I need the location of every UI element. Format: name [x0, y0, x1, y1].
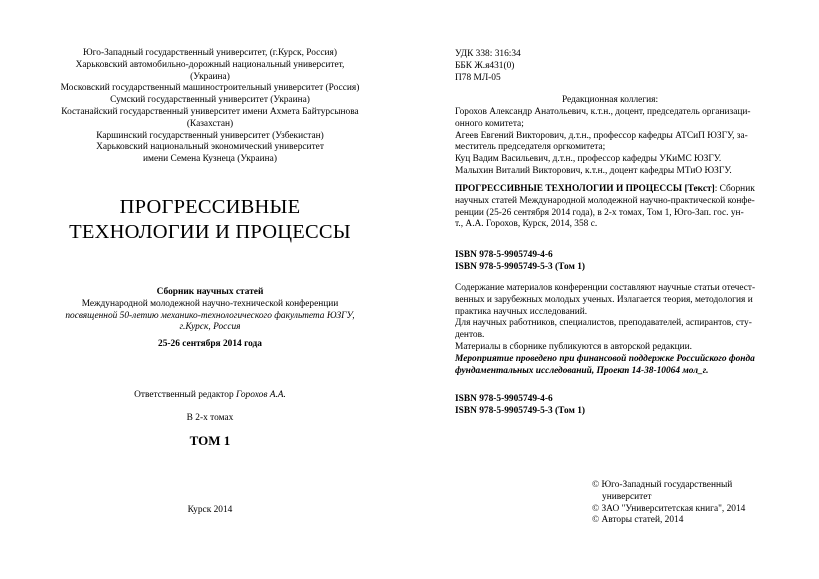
isbn-line: ISBN 978-5-9905749-4-6: [455, 394, 553, 404]
bbk-code: ББК Ж.я431(0): [455, 60, 515, 71]
editor-label: Ответственный редактор: [134, 390, 236, 400]
isbn-block-bottom: [455, 394, 585, 418]
affiliation-line: Костанайский государственный университет имени Ахмета Байтурсынова: [61, 106, 359, 117]
affiliation-line: имени Семена Кузнеца (Украина): [143, 154, 277, 165]
book-title-line: ПРОГРЕССИВНЫЕ: [119, 196, 301, 218]
right-page: [410, 0, 819, 579]
book-title: [40, 195, 380, 245]
copyright-line: университет: [602, 491, 652, 502]
tome-label: ТОМ 1: [189, 433, 231, 448]
abstract-line: венных и зарубежных молодых ученых. Излагается теория, методология и: [455, 294, 753, 305]
funding-note-line: Мероприятие проведено при финансовой поддержке Российского фонда: [455, 353, 755, 364]
reference-title: ПРОГРЕССИВНЫЕ ТЕХНОЛОГИИ И ПРОЦЕССЫ [Текст]: [455, 184, 715, 194]
abstract-line: дентов.: [455, 330, 485, 341]
board-line: Горохов Александр Анатольевич, к.т.н., доцент, председатель организаци-: [455, 107, 751, 117]
reference-line: т., А.А. Горохов, Курск, 2014, 358 с.: [455, 219, 598, 230]
reference-text: : Сборник: [714, 184, 755, 194]
affiliation-line: (Украина): [190, 71, 230, 82]
board-line: Малыхин Виталий Викторович, к.т.н., доцент кафедры МТиО ЮЗГУ.: [455, 165, 732, 176]
affiliation-line: Харьковский национальный экономический университет: [96, 142, 324, 153]
udk-code: УДК 338: 316:34: [455, 49, 521, 59]
isbn-line: ISBN 978-5-9905749-4-6: [455, 250, 553, 260]
board-line: онного комитета;: [455, 118, 524, 129]
affiliation-line: (Казахстан): [186, 118, 234, 129]
author-code: П78 МЛ-05: [455, 72, 501, 83]
copyright-line: © Юго-Западный государственный: [592, 480, 733, 490]
reference-line: ренции (25-26 сентября 2014 года), в 2-х томах, Том 1, Юго-Зап. гос. ун-: [455, 207, 744, 218]
board-line: меститель председателя оргкомитета;: [455, 142, 606, 153]
book-title-line: ТЕХНОЛОГИИ И ПРОЦЕССЫ: [69, 221, 351, 243]
affiliation-line: Московский государственный машиностроительный университет (Россия): [60, 83, 360, 94]
collection-title: Сборник научных статей: [156, 287, 264, 297]
copyright-line: © Авторы статей, 2014: [592, 515, 684, 526]
abstract: [455, 283, 755, 377]
abstract-line: Содержание материалов конференции составляют научные статьи отечест-: [455, 283, 756, 293]
conference-line: Международной молодежной научно-технической конференции: [81, 298, 339, 309]
affiliation-line: Сумский государственный университет (Украина): [110, 95, 310, 106]
dedication-line: посвященной 50-летию механико-технологического факультета ЮЗГУ,: [65, 310, 355, 321]
city-year: Курск 2014: [187, 505, 233, 515]
conference-dates: 25-26 сентября 2014 года: [158, 339, 262, 349]
collection-info: [40, 287, 380, 334]
editor-name: Горохов А.А.: [235, 390, 286, 400]
copyright-line: © ЗАО "Университетская книга", 2014: [592, 503, 746, 514]
board-title: Редакционная коллегия:: [561, 95, 659, 105]
affiliation-line: Юго-Западный государственный университет, (г.Курск, Россия): [83, 48, 337, 58]
isbn-line: ISBN 978-5-9905749-5-3 (Том 1): [455, 261, 585, 272]
affiliations-list: [40, 48, 380, 166]
bibliographic-reference: [455, 184, 755, 231]
isbn-block-top: [455, 250, 585, 274]
board-line: Агеев Евгений Викторович, д.т.н., профессор кафедры АТСиП ЮЗГУ, за-: [455, 130, 748, 141]
funding-note-line: фундаментальных исследований, Проект 14-38-10064 мол_г.: [455, 365, 709, 376]
affiliation-line: Каршинский государственный университет (Узбекистан): [96, 130, 324, 141]
location-line: г.Курск, Россия: [179, 322, 241, 333]
board-line: Куц Вадим Васильевич, д.т.н., профессор кафедры УКиМС ЮЗГУ.: [455, 154, 722, 165]
copyright-block: [592, 480, 745, 527]
editorial-board: [455, 107, 751, 178]
abstract-line: Для научных работников, специалистов, преподавателей, аспирантов, сту-: [455, 318, 752, 329]
classification-codes: [455, 49, 521, 84]
reference-line: научных статей Международной молодежной научно-практической конфе-: [455, 195, 755, 206]
abstract-line: Материалы в сборнике публикуются в авторской редакции.: [455, 341, 693, 352]
editor-line: [40, 390, 380, 402]
volumes-note: В 2-х томах: [186, 413, 234, 423]
affiliation-line: Харьковский автомобильно-дорожный национальный университет,: [75, 59, 345, 70]
isbn-line: ISBN 978-5-9905749-5-3 (Том 1): [455, 405, 585, 416]
abstract-line: практика научных исследований.: [455, 306, 588, 317]
